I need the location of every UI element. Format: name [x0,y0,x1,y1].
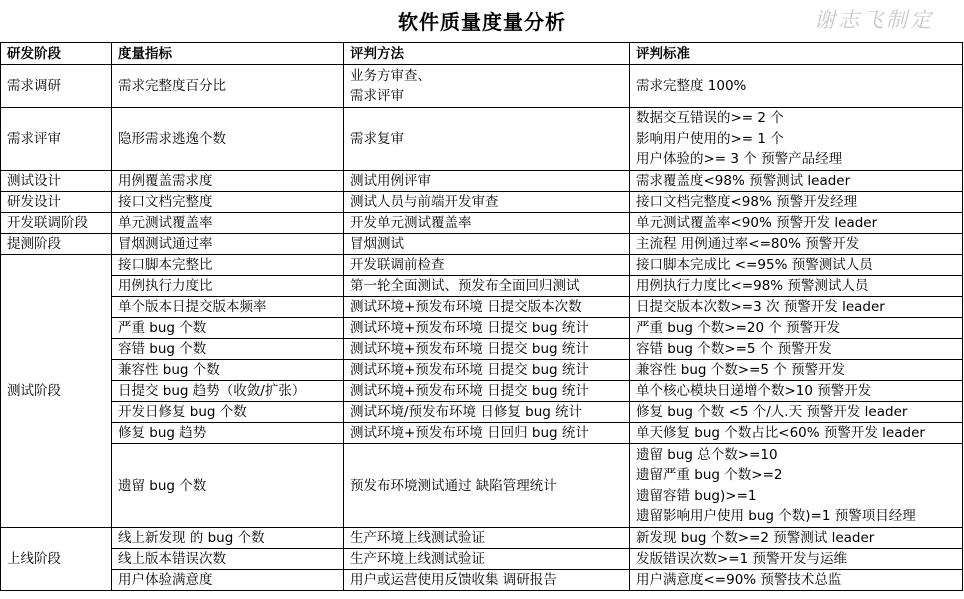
stage-cell: 开发联调阶段 [1,213,112,234]
metric-cell: 用例覆盖需求度 [112,171,344,192]
header-metric: 度量指标 [112,43,344,65]
metric-cell: 隐形需求逃逸个数 [112,108,344,171]
table-row [1,549,963,570]
header-method: 评判方法 [344,43,630,65]
table-row [1,234,963,255]
metric-cell: 开发日修复 bug 个数 [112,402,344,423]
criteria-cell: 遗留 bug 总个数>=10 遗留严重 bug 个数>=2 遗留容错 bug)>=1 遗留影响用户使用 bug 个数)=1 预警项目经理 [630,444,963,528]
stage-cell: 测试设计 [1,171,112,192]
criteria-cell: 修复 bug 个数 <5 个/人.天 预警开发 leader [630,402,963,423]
header-stage: 研发阶段 [1,43,112,65]
header-row [1,43,963,65]
table-row [1,192,963,213]
metric-cell: 需求完整度百分比 [112,65,344,108]
method-cell: 冒烟测试 [344,234,630,255]
metric-cell: 线上版本错误次数 [112,549,344,570]
stage-cell: 需求评审 [1,108,112,171]
method-cell: 测试环境+预发布环境 日回归 bug 统计 [344,423,630,444]
criteria-cell: 需求覆盖度<98% 预警测试 leader [630,171,963,192]
metric-cell: 单个版本日提交版本频率 [112,297,344,318]
metric-cell: 用例执行力度比 [112,276,344,297]
quality-metrics-table [0,42,963,591]
table-row [1,570,963,591]
method-cell: 开发联调前检查 [344,255,630,276]
table-row [1,171,963,192]
metric-cell: 容错 bug 个数 [112,339,344,360]
method-cell: 测试环境/预发布环境 日修复 bug 统计 [344,402,630,423]
table-row [1,423,963,444]
metric-cell: 冒烟测试通过率 [112,234,344,255]
stage-cell: 研发设计 [1,192,112,213]
criteria-cell: 单个核心模块日递增个数>10 预警开发 [630,381,963,402]
criteria-cell: 容错 bug 个数>=5 个 预警开发 [630,339,963,360]
stage-cell: 需求调研 [1,65,112,108]
method-cell: 需求复审 [344,108,630,171]
method-cell: 业务方审查、 需求评审 [344,65,630,108]
criteria-cell: 数据交互错误的>= 2 个 影响用户使用的>= 1 个 用户体验的>= 3 个 预警产品经理 [630,108,963,171]
criteria-cell: 接口文档完整度<98% 预警开发经理 [630,192,963,213]
method-cell: 用户或运营使用反馈收集 调研报告 [344,570,630,591]
table-row [1,528,963,549]
author-watermark: 谢志飞制定 [814,8,934,32]
method-cell: 生产环境上线测试验证 [344,528,630,549]
table-row [1,339,963,360]
method-cell: 测试人员与前端开发审查 [344,192,630,213]
title-bar [0,0,964,42]
metric-cell: 兼容性 bug 个数 [112,360,344,381]
metric-cell: 线上新发现 的 bug 个数 [112,528,344,549]
table-row [1,402,963,423]
stage-cell: 提测阶段 [1,234,112,255]
metric-cell: 接口脚本完整比 [112,255,344,276]
table-row [1,444,963,528]
method-cell: 开发单元测试覆盖率 [344,213,630,234]
metric-cell: 接口文档完整度 [112,192,344,213]
criteria-cell: 用户满意度<=90% 预警技术总监 [630,570,963,591]
criteria-cell: 兼容性 bug 个数>=5 个 预警开发 [630,360,963,381]
metric-cell: 遗留 bug 个数 [112,444,344,528]
table-row [1,255,963,276]
table-row [1,276,963,297]
criteria-cell: 需求完整度 100% [630,65,963,108]
table-row [1,360,963,381]
metric-cell: 修复 bug 趋势 [112,423,344,444]
metric-cell: 单元测试覆盖率 [112,213,344,234]
criteria-cell: 单天修复 bug 个数占比<60% 预警开发 leader [630,423,963,444]
table-row [1,65,963,108]
stage-cell: 上线阶段 [1,528,112,591]
criteria-cell: 单元测试覆盖率<90% 预警开发 leader [630,213,963,234]
method-cell: 测试环境+预发布环境 日提交 bug 统计 [344,318,630,339]
criteria-cell: 新发现 bug 个数>=2 预警测试 leader [630,528,963,549]
criteria-cell: 严重 bug 个数>=20 个 预警开发 [630,318,963,339]
method-cell: 测试环境+预发布环境 日提交 bug 统计 [344,339,630,360]
criteria-cell: 用例执行力度比<=98% 预警测试人员 [630,276,963,297]
table-row [1,213,963,234]
method-cell: 预发布环境测试通过 缺陷管理统计 [344,444,630,528]
criteria-cell: 发版错误次数>=1 预警开发与运维 [630,549,963,570]
criteria-cell: 主流程 用例通过率<=80% 预警开发 [630,234,963,255]
metric-cell: 用户体验满意度 [112,570,344,591]
metric-cell: 严重 bug 个数 [112,318,344,339]
table-row [1,318,963,339]
table-row [1,108,963,171]
method-cell: 生产环境上线测试验证 [344,549,630,570]
criteria-cell: 日提交版本次数>=3 次 预警开发 leader [630,297,963,318]
method-cell: 测试用例评审 [344,171,630,192]
metric-cell: 日提交 bug 趋势（收敛/扩张） [112,381,344,402]
stage-cell: 测试阶段 [1,255,112,528]
method-cell: 测试环境+预发布环境 日提交 bug 统计 [344,381,630,402]
page-title: 软件质量度量分析 [398,10,566,34]
method-cell: 第一轮全面测试、预发布全面回归测试 [344,276,630,297]
method-cell: 测试环境+预发布环境 日提交 bug 统计 [344,360,630,381]
method-cell: 测试环境+预发布环境 日提交版本次数 [344,297,630,318]
criteria-cell: 接口脚本完成比 <=95% 预警测试人员 [630,255,963,276]
table-row [1,381,963,402]
header-criteria: 评判标准 [630,43,963,65]
table-row [1,297,963,318]
